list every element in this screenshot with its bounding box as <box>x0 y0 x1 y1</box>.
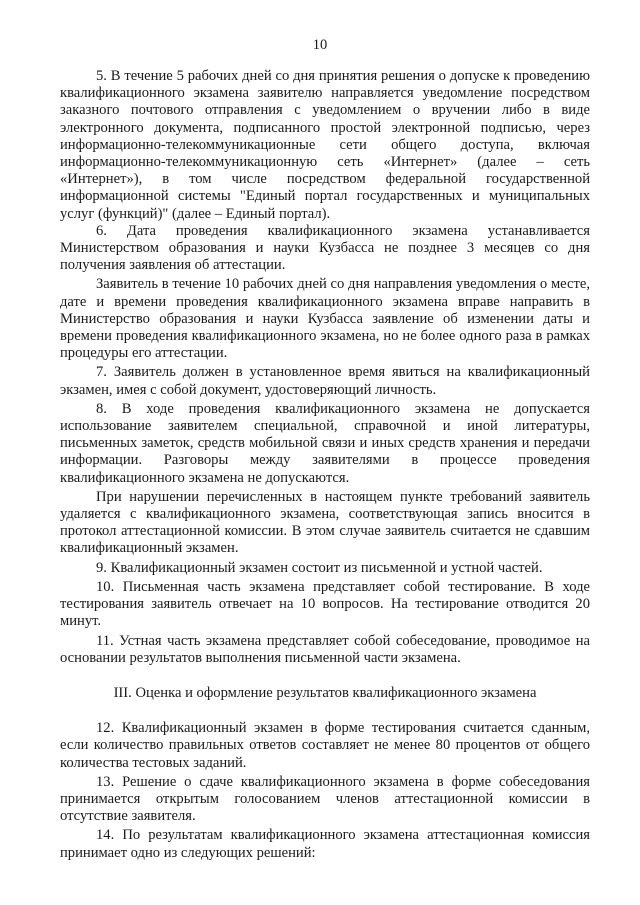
paragraph-13: 13. Решение о сдаче квалификационного экзамена в форме собеседования принимается открытым голосованием членов аттестационной комиссии в отсутствие заявителя. <box>60 773 590 825</box>
paragraph-8: 8. В ходе проведения квалификационного экзамена не допускается использование заявителем специальной, справочной и иной литературы, письменных заметок, средств мобильной связи и иных средств хранения и передачи информации. Разговоры между заявителями в процессе проведения квалификационного экзамена не допускаются. <box>60 400 590 486</box>
section-heading: III. Оценка и оформление результатов квалификационного экзамена <box>113 684 537 701</box>
document-body <box>60 68 590 862</box>
paragraph-14: 14. По результатам квалификационного экзамена аттестационная комиссия принимает одно из следующих решений: <box>60 827 590 861</box>
paragraph-11: 11. Устная часть экзамена представляет собой собеседование, проводимое на основании результатов выполнения письменной части экзамена. <box>60 632 590 666</box>
paragraph-10: 10. Письменная часть экзамена представляет собой тестирование. В ходе тестирования заявитель отвечает на 10 вопросов. На тестирование отводится 20 минут. <box>60 578 590 630</box>
paragraph-7: 7. Заявитель должен в установленное время явиться на квалификационный экзамен, имея с собой документ, удостоверяющий личность. <box>60 364 590 398</box>
paragraph-6: 6. Дата проведения квалификационного экзамена устанавливается Министерством образования и науки Кузбасса не позднее 3 месяцев со дня получения заявления об аттестации. <box>60 222 590 274</box>
paragraph-12: 12. Квалификационный экзамен в форме тестирования считается сданным, если количество правильных ответов составляет не менее 80 процентов от общего количества тестовых заданий. <box>60 720 590 771</box>
paragraph-6-notice-change: Заявитель в течение 10 рабочих дней со дня направления уведомления о месте, дате и времени проведения квалификационного экзамена вправе направить в Министерство образования и науки Кузбасса заявление об изменении даты и времени проведения квалификационного экзамена, но не более одного раза в рамках процедуры его аттестации. <box>60 276 590 362</box>
paragraph-5: 5. В течение 5 рабочих дней со дня принятия решения о допуске к проведению квалификационного экзамена заявителю направляется уведомление посредством заказного почтового отправления с уведомлением о вручении либо в виде электронного документа, подписанного простой электронной подписью, через информационно-телекоммуникационные сети общего доступа, включая информационно-телекоммуникационную сеть «Интернет» (далее – сеть «Интернет»), в том числе посредством федеральной государственной информационной системы "Единый портал государственных и муниципальных услуг (функций)" (далее – Единый портал). <box>60 68 590 222</box>
page-number: 10 <box>312 37 328 53</box>
paragraph-9: 9. Квалификационный экзамен состоит из письменной и устной частей. <box>96 559 543 576</box>
paragraph-8-violation: При нарушении перечисленных в настоящем пункте требований заявитель удаляется с квалификационного экзамена, соответствующая запись вносится в протокол аттестационной комиссии. В этом случае заявитель считается не сдавшим квалификационный экзамен. <box>60 488 590 557</box>
